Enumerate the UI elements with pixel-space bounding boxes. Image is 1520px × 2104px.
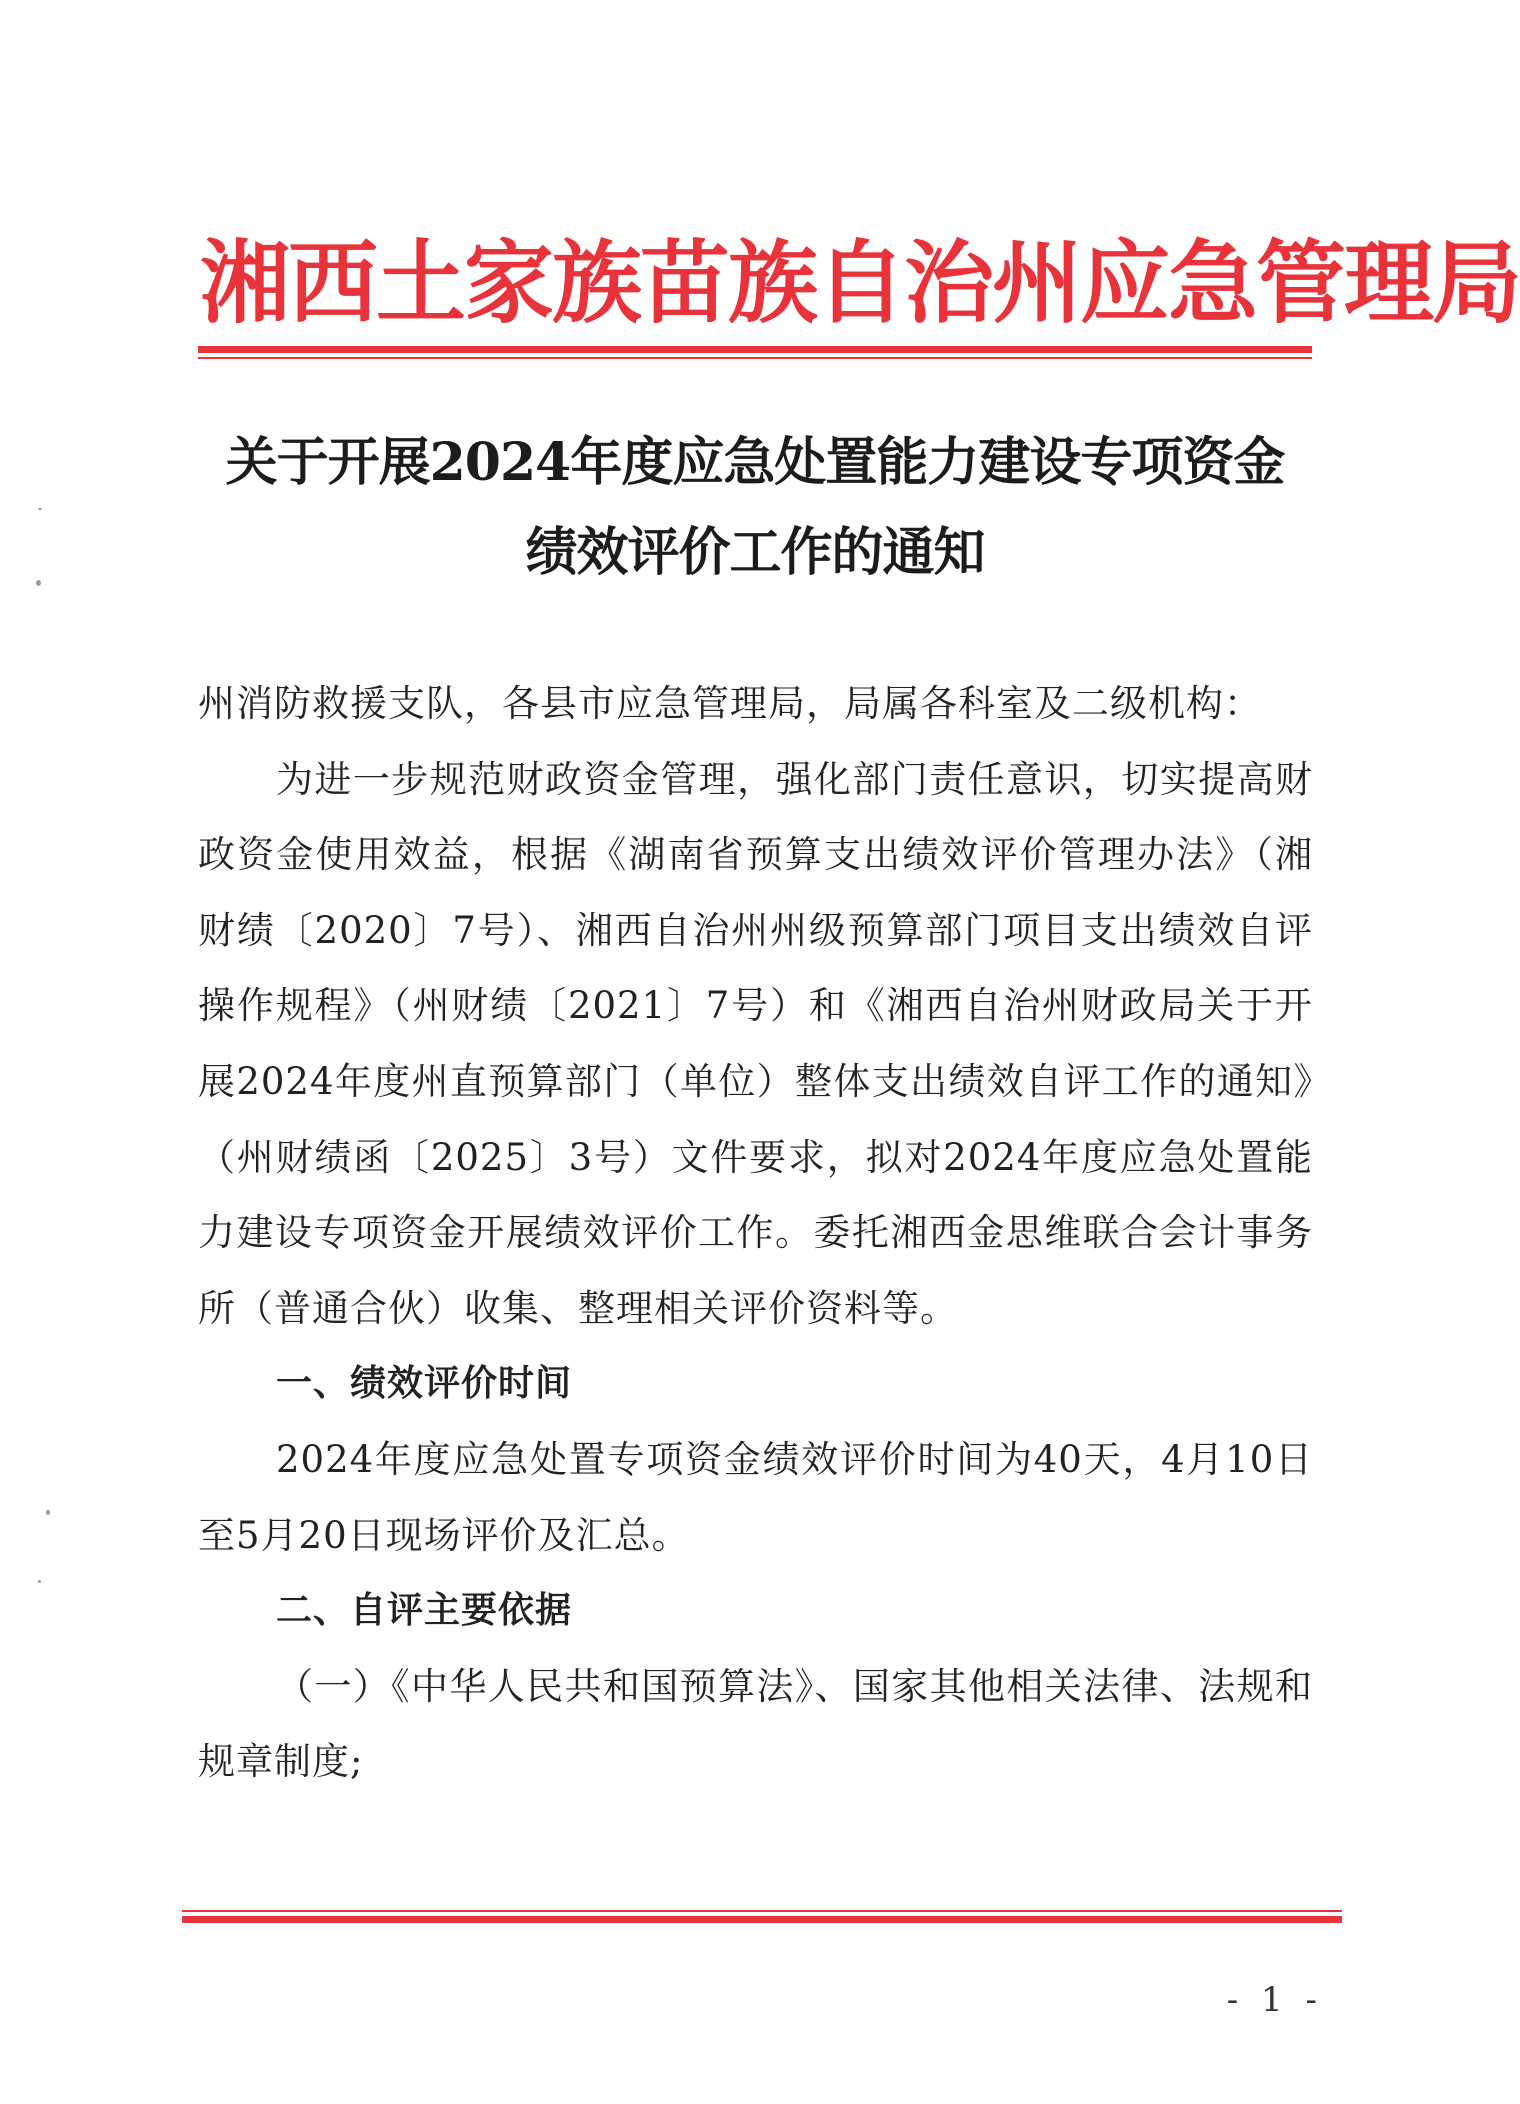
red-rule-thick bbox=[198, 346, 1312, 353]
salutation: 州消防救援支队，各县市应急管理局，局属各科室及二级机构： bbox=[198, 682, 1262, 725]
document-body bbox=[198, 666, 1313, 1800]
scan-speck bbox=[36, 580, 41, 586]
footer-rule-thick bbox=[182, 1916, 1342, 1923]
footer-red-rule bbox=[182, 1910, 1342, 1923]
paragraph-time: 2024年度应急处置专项资金绩效评价时间为40天，4月10日至5月20日现场评价及汇总。 bbox=[198, 1437, 1313, 1557]
scan-speck bbox=[38, 508, 42, 510]
title-line-2: 绩效评价工作的通知 bbox=[525, 522, 985, 583]
page-number: - 1 - bbox=[1226, 1980, 1323, 2020]
section-heading-1: 一、绩效评价时间 bbox=[276, 1363, 573, 1405]
paragraph-basis-1: （一）《中华人民共和国预算法》、国家其他相关法律、法规和规章制度; bbox=[198, 1664, 1313, 1784]
masthead-agency-name: 湘西土家族苗族自治州应急管理局 bbox=[200, 230, 1520, 336]
paragraph-intro: 为进一步规范财政资金管理，强化部门责任意识，切实提高财政资金使用效益，根据《湖南省预算支出绩效评价管理办法》（湘财绩〔2020〕7号）、湘西自治州州级预算部门项目支出绩效自评操作规程》（州财绩〔2021〕7号）和《湘西自治州财政局关于开展2024年度州直预算部门（单位）整体支出绩效自评工作的通知》（州财绩函〔2025〕3号）文件要求，拟对2024年度应急处置能力建设专项资金开展绩效评价工作。委托湘西金思维联合会计事务所（普通合伙）收集、整理相关评价资料等。 bbox=[198, 757, 1313, 1330]
footer-rule-thin bbox=[182, 1910, 1342, 1912]
masthead-red-rule bbox=[198, 346, 1312, 359]
document-title bbox=[190, 418, 1320, 598]
scan-speck bbox=[46, 1510, 50, 1515]
scan-speck bbox=[38, 1580, 41, 1583]
title-line-1: 关于开展2024年度应急处置能力建设专项资金 bbox=[225, 432, 1285, 493]
red-rule-thin bbox=[198, 357, 1312, 359]
section-heading-2: 二、自评主要依据 bbox=[276, 1590, 573, 1632]
